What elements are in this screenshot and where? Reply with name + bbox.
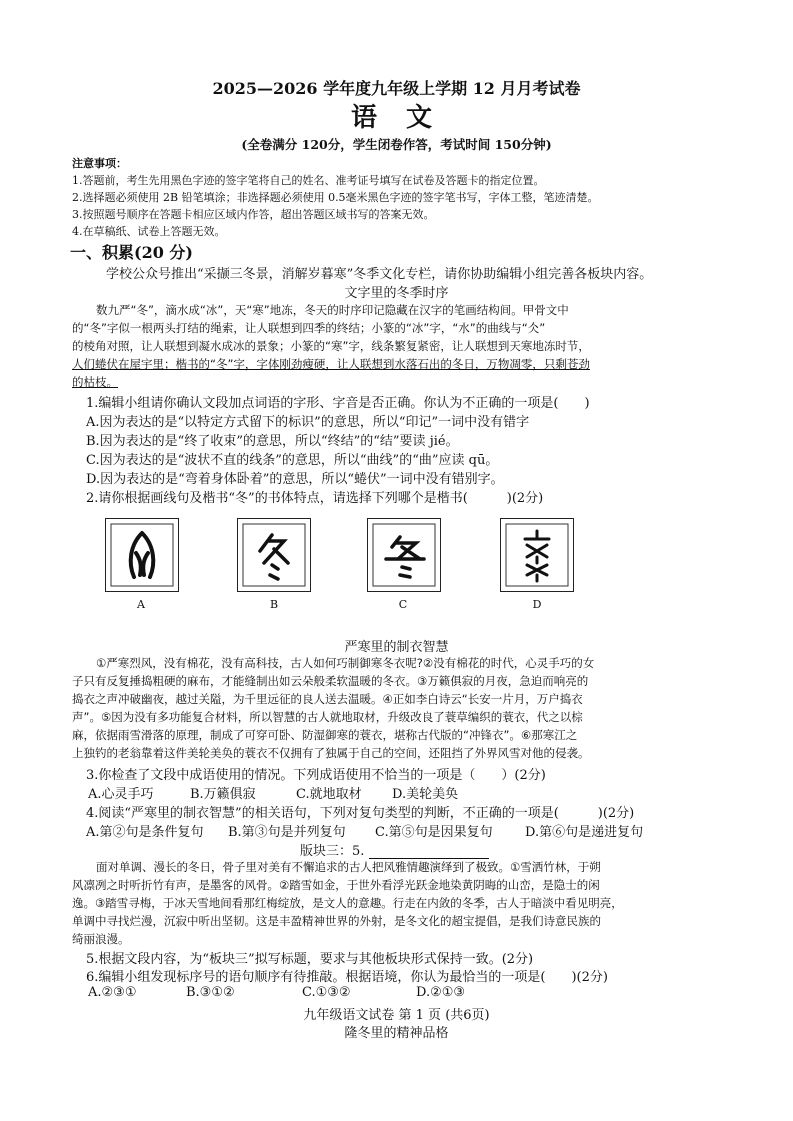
option-label-a: A bbox=[137, 598, 145, 611]
q4-option-c: C.第⑤句是因果复句 bbox=[375, 825, 493, 840]
q1-option-c: C.因为表达的是“波状不直的线条”的意思，所以“曲线”的“曲”应读 qū。 bbox=[86, 453, 499, 468]
q1-stem: 1.编辑小组请你确认文段加点词语的字形、字音是否正确。你认为不正确的一项是( ) bbox=[86, 396, 590, 411]
block1-line: 的棱角对照，让人联想到凝水成冰的景象；小篆的“寒”字，线条繁复紧密，让人联想到天寒地冻时节， bbox=[72, 339, 590, 353]
q3-option-a: A.心灵手巧 bbox=[88, 787, 154, 802]
notice-heading: 注意事项： bbox=[72, 157, 127, 170]
notice-item-2: 2.选择题必须使用 2B 铅笔填涂；非选择题必须使用 0.5毫米黑色字迹的签字笔书写，字体工整，笔迹清楚。 bbox=[72, 191, 599, 204]
seal-dong-image bbox=[500, 518, 574, 592]
notice-item-1: 1.答题前，考生先用黑色字迹的签字笔将自己的姓名、准考证号填写在试卷及答题卡的指定位置。 bbox=[72, 174, 545, 187]
lishu-dong-image bbox=[367, 518, 441, 592]
block2-title: 严寒里的制衣智慧 bbox=[344, 640, 449, 655]
block3-line: 单调中寻找烂漫，沉寂中听出坚韧。这是丰盈精神世界的外射，是冬文化的超宝提倡，是我们诗意民族的 bbox=[72, 914, 601, 928]
q4-option-a: A.第②句是条件复句 bbox=[86, 825, 204, 840]
block3-line: 面对单调、漫长的冬日，骨子里对美有不懈追求的古人把风雅情趣演绎到了极致。①雪洒竹林，于朔 bbox=[96, 860, 601, 874]
block1-underlined-line: 的枯枝。 bbox=[72, 375, 118, 389]
block2-line: 捣衣之声冲破幽夜，越过关隘，为千里远征的良人送去温暖。④正如李白诗云“长安一片月，万户捣衣 bbox=[72, 692, 583, 706]
option-label-b: B bbox=[269, 598, 279, 611]
q3-stem: 3.你检查了文段中成语使用的情况。下列成语使用不恰当的一项是（ ）(2分) bbox=[86, 768, 546, 783]
block3-label: 版块三：5. bbox=[300, 844, 365, 859]
q6-stem: 6.编辑小组发现标序号的语句顺序有待推敲。根据语境，你认为最恰当的一项是( )(2分) bbox=[86, 970, 608, 985]
q2-stem: 2.请你根据画线句及楷书“冬”的书体特点，请选择下列哪个是楷书( )(2分) bbox=[86, 491, 544, 506]
block1-line: 数九严“冬”，滴水成“冰”，天“寒”地冻，冬天的时序印记隐藏在汉字的笔画结构间。甲骨文中 bbox=[96, 303, 569, 317]
exam-title: 2025—2026 学年度九年级上学期 12 月月考试卷 bbox=[212, 79, 581, 98]
q6-option-a: A.②③① bbox=[88, 985, 137, 1000]
q4-stem: 4.阅读“严寒里的制衣智慧”的相关语句，下列对复句类型的判断，不正确的一项是( )(2分) bbox=[86, 806, 635, 821]
q3-option-d: D.美轮美奂 bbox=[392, 787, 459, 802]
q3-option-c: C.就地取材 bbox=[296, 787, 362, 802]
notice-item-3: 3.按照题号顺序在答题卡相应区域内作答，超出答题区域书写的答案无效。 bbox=[72, 208, 435, 221]
score-info: (全卷满分 120分，学生闭卷作答，考试时间 150分钟) bbox=[241, 137, 552, 152]
block2-line: ①严寒烈风，没有棉花，没有高科技，古人如何巧制御寒冬衣呢?②没有棉花的时代，心灵手巧的女 bbox=[96, 656, 595, 670]
section-heading: 一、积累(20 分) bbox=[70, 243, 193, 262]
block1-line: 的“冬”字似一根两头打结的绳索，让人联想到四季的终结；小篆的“冰”字，“水”的曲线与“仌” bbox=[72, 321, 546, 335]
q4-option-d: D.第⑥句是递进复句 bbox=[525, 825, 644, 840]
q1-option-b: B.因为表达的是“终了收束”的意思，所以“终结”的“结”要读 jié。 bbox=[86, 434, 459, 449]
block1-underlined-line: 人们蜷伏在屋宇里；楷书的“冬”字，字体刚劲瘦硬，让人联想到水落石出的冬日，万物凋零，只剩苍劲 bbox=[72, 357, 590, 371]
option-label-d: D bbox=[532, 598, 542, 611]
subject-title: 语 文 bbox=[350, 103, 443, 133]
q6-option-b: B.③①② bbox=[186, 985, 235, 1000]
block3-line: 绮丽浪漫。 bbox=[72, 932, 130, 946]
block2-line: 声”。⑤因为没有多功能复合材料，所以智慧的古人就地取材，升级改良了蓑草编织的蓑衣，代之以棕 bbox=[72, 710, 583, 724]
q6-option-c: C.①③② bbox=[302, 985, 351, 1000]
block2-line: 子只有反复捶捣粗硬的麻布，才能缝制出如云朵般柔软温暖的冬衣。③万籁俱寂的月夜，急迫而响亮的 bbox=[72, 674, 589, 688]
page-footer: 九年级语文试卷 第 1 页 (共6页) bbox=[303, 1008, 490, 1023]
q6-option-d: D.②①③ bbox=[416, 985, 466, 1000]
q1-option-d: D.因为表达的是“弯着身体卧着”的意思，所以“蜷伏”一词中没有错别字。 bbox=[86, 472, 504, 487]
q1-option-a: A.因为表达的是“以特定方式留下的标识”的意思，所以“印记”一词中没有错字 bbox=[86, 415, 530, 430]
q5-stem: 5.根据文段内容，为“板块三”拟写标题，要求与其他板块形式保持一致。(2分) bbox=[86, 952, 534, 967]
block2-line: 麻，依据雨雪滑落的原理，制成了可穿可卧、防湿御寒的蓑衣，堪称古代版的“冲锋衣”。⑥那寒江之 bbox=[72, 728, 578, 742]
q4-option-b: B.第③句是并列复句 bbox=[228, 825, 346, 840]
section-intro: 学校公众号推出“采撷三冬景，消解岁暮寒”冬季文化专栏，请你协助编辑小组完善各板块内容。 bbox=[106, 267, 653, 282]
notice-item-4: 4.在草稿纸、试卷上答题无效。 bbox=[72, 225, 226, 238]
oracle-bone-dong-image bbox=[105, 518, 179, 592]
block2-line: 上独钓的老翁靠着这件美轮美奂的蓑衣不仅拥有了独属于自己的空间，还阻挡了外界风雪对他的侵袭。 bbox=[72, 746, 590, 760]
kaishu-dong-image bbox=[237, 518, 311, 592]
block3-line: 逸。③踏雪寻梅，于冰天雪地间看那红梅绽放，是文人的意趣。行走在内敛的冬季，古人于暗淡中看见明亮， bbox=[72, 896, 623, 910]
next-block-title: 隆冬里的精神品格 bbox=[344, 1026, 449, 1041]
block1-title: 文字里的冬季时序 bbox=[344, 286, 449, 301]
block3-title-blank bbox=[300, 840, 489, 859]
q3-option-b: B.万籁俱寂 bbox=[190, 787, 256, 802]
block3-line: 风凛冽之时听折竹有声，是墨客的风骨。②踏雪如金，于世外看浮光跃金地染黄阴晦的山峦，是隐士的闲 bbox=[72, 878, 600, 892]
option-label-c: C bbox=[398, 598, 408, 611]
title-blank-line bbox=[369, 846, 489, 859]
